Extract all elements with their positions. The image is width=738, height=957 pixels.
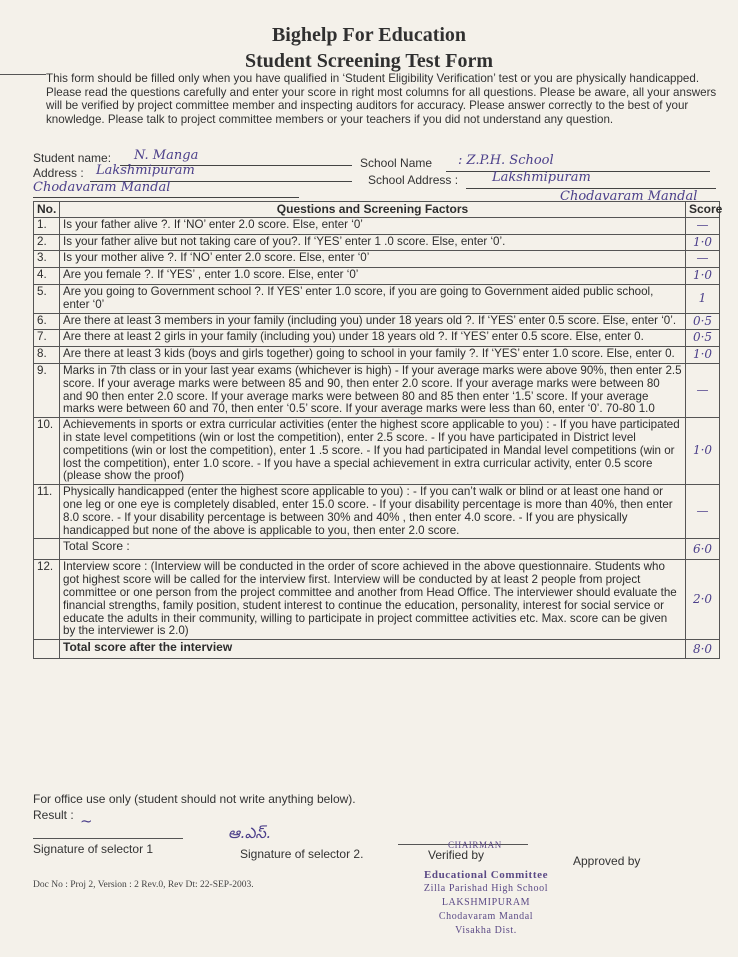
col-questions-header: Questions and Screening Factors (60, 202, 686, 218)
sig1-line (33, 838, 183, 839)
row-number: 1. (34, 217, 60, 234)
table-row (34, 284, 720, 313)
office-use-note: For office use only (student should not write anything below). (33, 792, 356, 806)
row-question: Is your father alive ?. If ‘NO’ enter 2.0 score. Else, enter ‘0’ (60, 217, 686, 234)
row-score[interactable]: 1·0 (692, 347, 713, 362)
selector1-signature: ~ (80, 812, 93, 830)
approved-label: Approved by (573, 854, 641, 868)
table-row (34, 485, 720, 539)
student-name-label: Student name: (33, 151, 112, 165)
row-question: Physically handicapped (enter the highest score applicable to you) : - If you can’t walk or blind or at least one hand or one leg or one eye is completely disabled, enter 15.0 score. - If your disability percentage is more than 40%, then enter 8.0 score. - If your disability percentage is between 30% and 40% , then enter 4.0 score. - If you are physically handicapped but none of the above is applicable to you, then enter 2.0 score. (60, 485, 686, 539)
address-line-2 (33, 197, 299, 198)
stamp-line-4: LAKSHMIPURAM (441, 897, 531, 908)
table-header-row (34, 202, 720, 218)
school-name-label: School Name (360, 156, 433, 170)
row-number: 9. (34, 363, 60, 417)
row-question: Are there at least 3 kids (boys and girls together) going to school in your family ?. If ‘YES’ enter 1.0 score. Else, enter 0. (60, 347, 686, 364)
stamp-line-1: CHAIRMAN (448, 840, 502, 850)
address-value-2[interactable]: Chodavaram Mandal (33, 180, 171, 195)
instructions-p3: Please answer correctly to the best of your knowledge. Please talk to project committee members or your teachers if you did not understand any question. (46, 99, 689, 126)
row-score[interactable]: 2·0 (692, 591, 713, 606)
stamp-line-2: Educational Committee (423, 869, 549, 881)
table-row (34, 234, 720, 251)
row-score[interactable]: — (696, 251, 709, 266)
row-question: Are there at least 3 members in your family (including you) under 18 years old ?. If ‘YES’ enter 0.5 score. Else, enter ‘0’. (60, 313, 686, 330)
row-number: 11. (34, 485, 60, 539)
col-no-header: No. (34, 202, 60, 218)
col-score-header: Score (686, 202, 720, 218)
instructions-p1: This form should be filled only when you have qualified in ‘Student Eligibility Verification’ test or you are physically handicapped. Please read the questions carefully and enter your score in right most columns for all questions. (46, 72, 700, 99)
stamp-line-6: Visakha Dist. (455, 925, 517, 936)
table-row (34, 268, 720, 285)
row-question: Are you going to Government school ?. If YES’ enter 1.0 score, if you are going to Government aided public school, enter ‘0’ (60, 284, 686, 313)
row-question: Achievements in sports or extra curricular activities (enter the highest score applicable to you) : - If you have participated in state level competitions (win or lost the competition), enter 2.5 score. - If you have participated in District level competitions (win or lost the competition), enter 1 .5 score. - If you had participated in Mandal level competitions (win or lost the competition), enter 1.0 score. - If you have a special achievement in extra curricular activity, enter 0.5 score (please show the proof) (60, 418, 686, 485)
row-question: Are there at least 2 girls in your family (including you) under 18 years old ?. If ‘YES’ enter 0.5 score. Else, enter 0. (60, 330, 686, 347)
row-number: 7. (34, 330, 60, 347)
school-address-value-2[interactable]: Chodavaram Mandal (560, 189, 698, 204)
doc-number: Doc No : Proj 2, Version : 2 Rev.0, Rev Dt: 22-SEP-2003. (33, 880, 254, 890)
selector2-signature: ఆ.ఎస్. (228, 824, 271, 842)
row-number: 3. (34, 251, 60, 268)
table-row (34, 330, 720, 347)
result-label: Result : (33, 808, 74, 822)
row-question: Interview score : (Interview will be conducted in the order of score achieved in the above questionnaire. Students who got highest score will be called for the interview first. Interview will be conducted by at least 2 people from project committee or one person from the project committee and another from Head Office. The interviewer should evaluate the financial strengths, family position, student interest to continue the education, personality, interest for social service or educate the adults in their community, willing to participate in project committee activities etc. Max. score can be given by the interviewer is 2.0) (60, 560, 686, 640)
table-row (34, 313, 720, 330)
row-question: Marks in 7th class or in your last year exams (whichever is high) - If your average marks were above 90%, then enter 2.5 score. If your average marks were between 85 and 90, then enter 2.0 score. If your average marks were between 80 and 90 then enter 2.0 score. If your average marks were between 80 and 85 then enter ‘1.5’ score. If your average marks were between 60 and 70, then enter ‘0.5’ score. If your average marks were less than 60, enter ‘0’. 70-80 1.0 (60, 363, 686, 417)
grand-total-row (34, 640, 720, 659)
questions-table (33, 201, 723, 659)
sig2-label: Signature of selector 2. (240, 847, 364, 861)
address-value-1[interactable]: Lakshmipuram (96, 163, 195, 178)
stamp-line-5: Chodavaram Mandal (438, 911, 534, 922)
table-row (34, 560, 720, 640)
total-score-row (34, 539, 720, 560)
instructions-p2: Please be aware, all your answers will be verified by project committee member and inspecting auditors for accuracy. (46, 85, 717, 112)
row-number: 12. (34, 560, 60, 640)
table-row (34, 418, 720, 485)
row-score[interactable]: — (696, 217, 709, 232)
row-question: Are you female ?. If ‘YES’ , enter 1.0 score. Else, enter ‘0’ (60, 268, 686, 285)
grand-total-value[interactable]: 8·0 (692, 641, 713, 656)
row-score[interactable]: — (696, 503, 709, 518)
row-number: 8. (34, 347, 60, 364)
row-score[interactable]: 1·0 (692, 234, 713, 249)
stamp-line-3: Zilla Parishad High School (423, 883, 549, 894)
instructions (46, 72, 722, 126)
row-score[interactable]: 1 (698, 290, 707, 305)
school-address-value-1[interactable]: Lakshmipuram (492, 170, 591, 185)
student-name-value[interactable]: N. Manga (134, 148, 199, 163)
org-title: Bighelp For Education (271, 24, 467, 46)
total-score-label: Total Score : (60, 539, 686, 560)
row-score[interactable]: 0·5 (692, 313, 713, 328)
table-row (34, 347, 720, 364)
table-row (34, 363, 720, 417)
total-score-value[interactable]: 6·0 (692, 541, 713, 556)
row-score[interactable]: 1·0 (692, 443, 713, 458)
row-number: 2. (34, 234, 60, 251)
row-number: 6. (34, 313, 60, 330)
school-name-value[interactable]: : Z.P.H. School (458, 153, 554, 168)
row-score[interactable]: 0·5 (692, 330, 713, 345)
grand-total-label: Total score after the interview (60, 640, 686, 659)
school-address-label: School Address : (368, 173, 459, 187)
row-question: Is your mother alive ?. If ‘NO’ enter 2.0 score. Else, enter ‘0’ (60, 251, 686, 268)
table-row (34, 217, 720, 234)
top-divider (0, 74, 46, 75)
row-score[interactable]: 1·0 (692, 268, 713, 283)
row-score[interactable]: — (696, 382, 709, 397)
sig1-label: Signature of selector 1 (33, 842, 154, 856)
address-label: Address : (33, 166, 84, 180)
row-question: Is your father alive but not taking care of you?. If ‘YES’ enter 1 .0 score. Else, enter ‘0’. (60, 234, 686, 251)
row-number: 4. (34, 268, 60, 285)
table-row (34, 251, 720, 268)
form-title: Student Screening Test Form (245, 50, 493, 72)
question-rows (34, 217, 720, 539)
row-number: 5. (34, 284, 60, 313)
verified-label: Verified by (428, 848, 485, 862)
row-number: 10. (34, 418, 60, 485)
